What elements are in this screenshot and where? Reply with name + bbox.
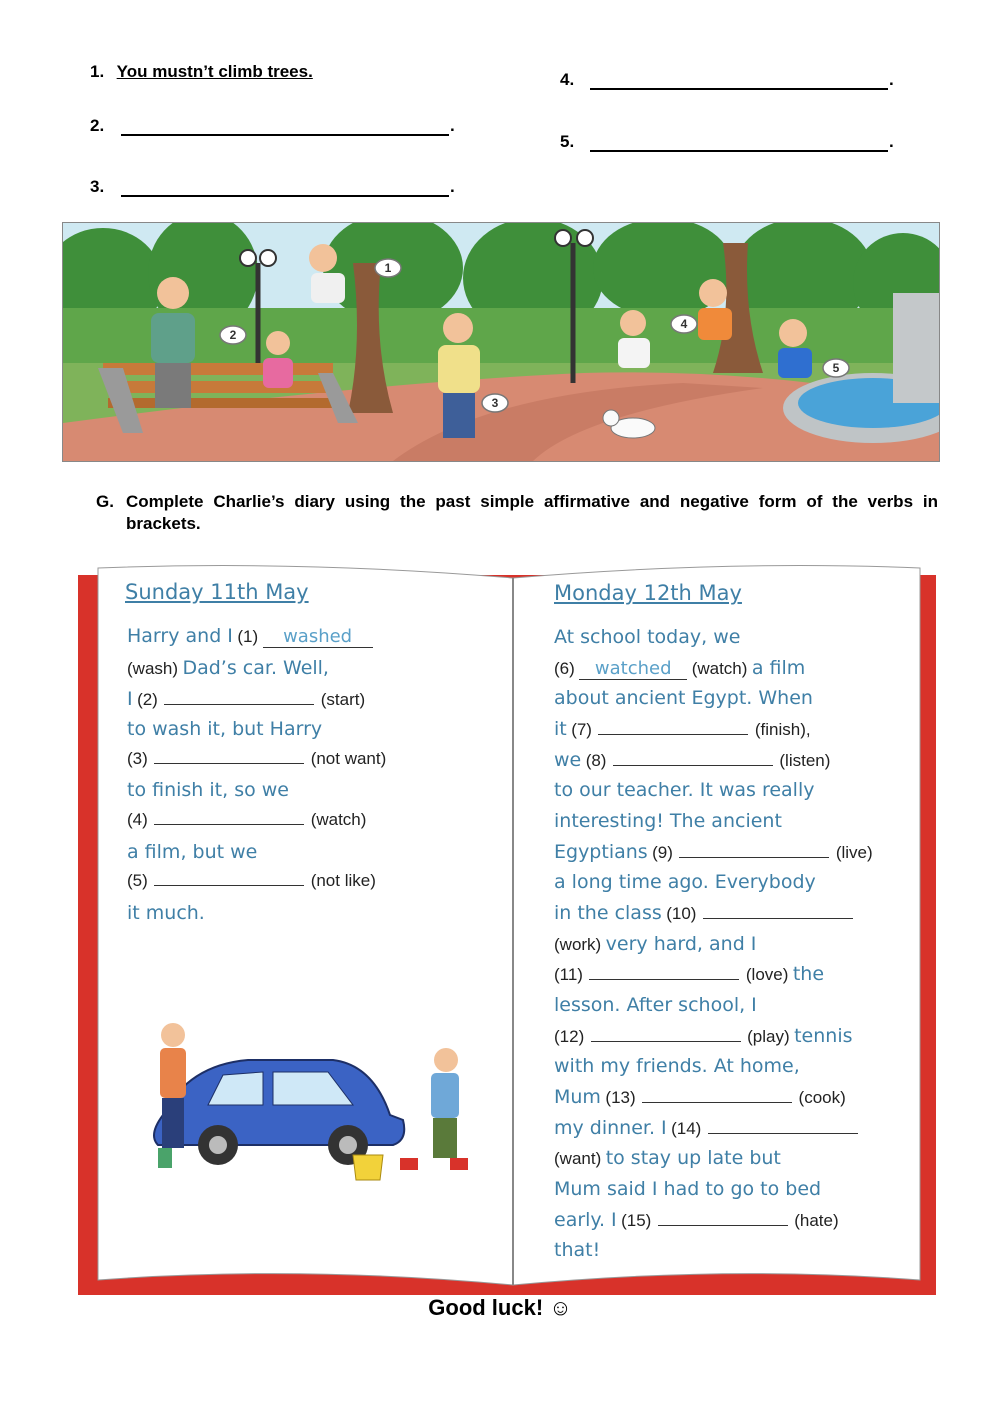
item-3 bbox=[90, 177, 470, 197]
exercise-g-instruction: Complete Charlie’s diary using the past simple affirmative and negative form of the verbs in brackets. bbox=[126, 492, 938, 533]
diary-line: it (7) (finish), bbox=[554, 718, 811, 740]
diary-line: my dinner. I (14) bbox=[554, 1117, 860, 1139]
diary-line: (11) (love) the bbox=[554, 963, 825, 985]
picture-label-2: 2 bbox=[229, 328, 237, 342]
item-period: . bbox=[889, 132, 894, 151]
diary-line: about ancient Egypt. When bbox=[554, 687, 813, 709]
diary-line: interesting! The ancient bbox=[554, 810, 782, 832]
diary-line: Egyptians (9) (live) bbox=[554, 841, 873, 863]
diary-line: (wash) Dad’s car. Well, bbox=[127, 657, 329, 679]
park-illustration bbox=[62, 222, 940, 462]
diary-line: a film, but we bbox=[127, 841, 258, 863]
diary-line: Harry and I (1) washed bbox=[127, 625, 373, 648]
diary-line: (4) (watch) bbox=[127, 810, 367, 829]
item-answer: You mustn’t climb trees. bbox=[116, 62, 313, 81]
diary-line: early. I (15) (hate) bbox=[554, 1209, 839, 1231]
answer-blank-11[interactable] bbox=[589, 979, 739, 980]
item-period: . bbox=[450, 177, 455, 196]
item-2 bbox=[90, 116, 470, 136]
diary-line: lesson. After school, I bbox=[554, 994, 757, 1016]
answer-blank[interactable] bbox=[590, 132, 888, 152]
answer-blank[interactable] bbox=[590, 70, 888, 90]
exercise-g-letter: G. bbox=[96, 492, 114, 511]
diary-line: Mum (13) (cook) bbox=[554, 1086, 846, 1108]
picture-label-3: 3 bbox=[491, 396, 499, 410]
diary-line: I (2) (start) bbox=[127, 688, 366, 710]
good-luck-footer: Good luck! ☺ bbox=[428, 1295, 572, 1320]
diary-line: At school today, we bbox=[554, 626, 741, 648]
park-scene bbox=[63, 223, 939, 461]
item-number: 3. bbox=[90, 177, 105, 196]
answer-blank-4[interactable] bbox=[154, 824, 304, 825]
answer-blank-5[interactable] bbox=[154, 885, 304, 886]
answer-blank-3[interactable] bbox=[154, 763, 304, 764]
answer-blank-12[interactable] bbox=[591, 1041, 741, 1042]
answer-blank-10[interactable] bbox=[703, 918, 853, 919]
answer-blank-1[interactable]: washed bbox=[263, 626, 373, 648]
item-period: . bbox=[450, 116, 455, 135]
diary-line: in the class (10) bbox=[554, 902, 855, 924]
item-5 bbox=[560, 132, 910, 152]
picture-label-5: 5 bbox=[832, 361, 840, 375]
diary-line: (5) (not like) bbox=[127, 871, 376, 890]
car-wash-illustration bbox=[128, 1020, 478, 1190]
answer-blank-15[interactable] bbox=[658, 1225, 788, 1226]
diary-line: (12) (play) tennis bbox=[554, 1025, 853, 1047]
diary-line: Mum said I had to go to bed bbox=[554, 1178, 822, 1200]
answer-blank[interactable] bbox=[121, 177, 449, 197]
diary-line: a long time ago. Everybody bbox=[554, 871, 816, 893]
diary-line: to finish it, so we bbox=[127, 779, 289, 801]
item-number: 1. bbox=[90, 62, 105, 81]
answer-blank-13[interactable] bbox=[642, 1102, 792, 1103]
answer-blank-7[interactable] bbox=[598, 734, 748, 735]
diary-line: (3) (not want) bbox=[127, 749, 387, 768]
answer-blank-6[interactable]: watched bbox=[579, 658, 687, 680]
diary-line: it much. bbox=[127, 902, 205, 924]
diary-line: we (8) (listen) bbox=[554, 749, 831, 771]
answer-blank[interactable] bbox=[121, 116, 449, 136]
picture-label-1: 1 bbox=[384, 261, 392, 275]
answer-blank-9[interactable] bbox=[679, 857, 829, 858]
diary-line: to our teacher. It was really bbox=[554, 779, 815, 801]
diary-line: with my friends. At home, bbox=[554, 1055, 800, 1077]
diary-heading-right: Monday 12th May bbox=[554, 581, 742, 605]
item-number: 4. bbox=[560, 70, 575, 89]
item-number: 5. bbox=[560, 132, 575, 151]
item-number: 2. bbox=[90, 116, 105, 135]
answer-blank-8[interactable] bbox=[613, 765, 773, 766]
answer-blank-14[interactable] bbox=[708, 1133, 858, 1134]
diary-line: (6) watched (watch) a film bbox=[554, 657, 806, 679]
item-4 bbox=[560, 70, 910, 90]
diary-line: to wash it, but Harry bbox=[127, 718, 323, 740]
diary-heading-left: Sunday 11th May bbox=[125, 580, 309, 604]
diary-line: (work) very hard, and I bbox=[554, 933, 757, 955]
diary-line: that! bbox=[554, 1239, 601, 1261]
diary-line: (want) to stay up late but bbox=[554, 1147, 781, 1169]
picture-label-4: 4 bbox=[680, 317, 688, 331]
diary-book bbox=[78, 560, 936, 1295]
item-1 bbox=[90, 62, 313, 82]
item-period: . bbox=[889, 70, 894, 89]
answer-blank-2[interactable] bbox=[164, 704, 314, 705]
